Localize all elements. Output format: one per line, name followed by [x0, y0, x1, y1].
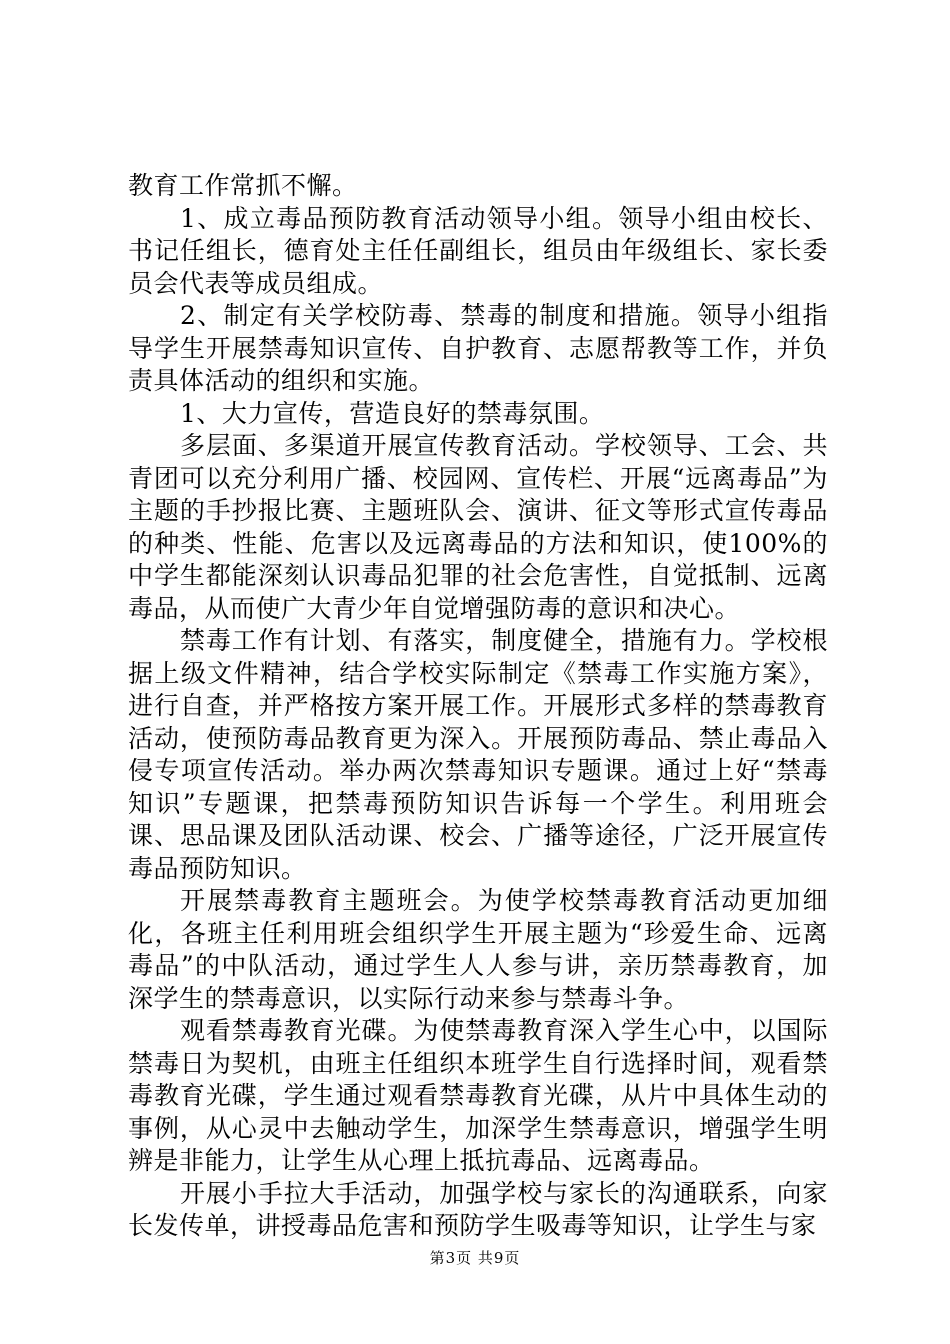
paragraph-multi-channel: 多层面、多渠道开展宣传教育活动。学校领导、工会、共青团可以充分利用广播、校园网、宣传栏、开展“远离毒品”为主题的手抄报比赛、主题班队会、演讲、征文等形式宣传毒品的种类、性能、危害以及远离毒品的方法和知识，使100%的中学生都能深刻认识毒品犯罪的社会危害性，自觉抵制、远离毒品，从而使广大青少年自觉增强防毒的意识和决心。 [128, 431, 828, 623]
paragraph-small-hands: 开展小手拉大手活动，加强学校与家长的沟通联系，向家长发传单，讲授毒品危害和预防学生吸毒等知识，让学生与家 [128, 1178, 828, 1240]
document-body [128, 170, 828, 1243]
page-number: 第3页 共9页 [429, 1249, 521, 1267]
paragraph-continuation: 教育工作常抓不懈。 [128, 171, 358, 200]
paragraph-leadership-group: 1、成立毒品预防教育活动领导小组。领导小组由校长、书记任组长，德育处主任任副组长，组员由年级组长、家长委员会代表等成员组成。 [128, 203, 828, 298]
paragraph-watch-disc: 观看禁毒教育光碟。为使禁毒教育深入学生心中，以国际禁毒日为契机，由班主任组织本班学生自行选择时间，观看禁毒教育光碟，学生通过观看禁毒教育光碟，从片中具体生动的事例，从心灵中去触动学生，加深学生禁毒意识，增强学生明辨是非能力，让学生从心理上抵抗毒品、远离毒品。 [128, 1016, 828, 1175]
paragraph-class-meeting: 开展禁毒教育主题班会。为使学校禁毒教育活动更加细化，各班主任利用班会组织学生开展主题为“珍爱生命、远离毒品”的中队活动，通过学生人人参与讲，亲历禁毒教育，加深学生的禁毒意识，以实际行动来参与禁毒斗争。 [128, 886, 828, 1013]
paragraph-work-plan: 禁毒工作有计划、有落实，制度健全，措施有力。学校根据上级文件精神，结合学校实际制定《禁毒工作实施方案》，进行自查，并严格按方案开展工作。开展形式多样的禁毒教育活动，使预防毒品教育更为深入。开展预防毒品、禁止毒品入侵专项宣传活动。举办两次禁毒知识专题课。通过上好“禁毒知识”专题课，把禁毒预防知识告诉每一个学生。利用班会课、思品课及团队活动课、校会、广播等途径，广泛开展宣传毒品预防知识。 [128, 626, 828, 883]
paragraph-heading-publicity: 1、大力宣传，营造良好的禁毒氛围。 [180, 398, 605, 428]
paragraph-rules-measures: 2、制定有关学校防毒、禁毒的制度和措施。领导小组指导学生开展禁毒知识宣传、自护教育、志愿帮教等工作，并负责具体活动的组织和实施。 [128, 301, 828, 395]
